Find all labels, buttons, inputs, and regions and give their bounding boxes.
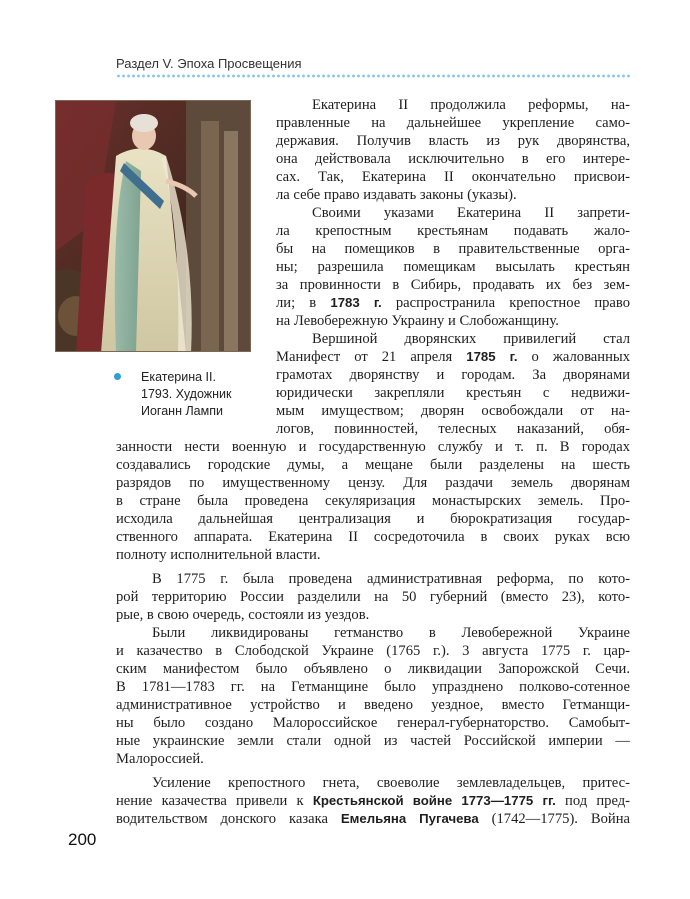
text-line: державия. Получив власть из рук дворянства, xyxy=(276,133,630,149)
text-line: разрядов по имущественному цензу. Для раздачи земель дворянам xyxy=(116,475,630,491)
caption-line: Иоганн Лампи xyxy=(141,404,223,418)
text-line: ла крепостным крестьянам подавать жало- xyxy=(276,223,630,239)
text-line: она действовала исключительно в его интере- xyxy=(276,151,630,167)
section-header: Раздел V. Эпоха Просвещения xyxy=(116,56,302,71)
text-line: Вершиной дворянских привилегий стал xyxy=(312,331,630,347)
text-line: Манифест от 21 апреля 1785 г. о жалованных xyxy=(276,349,630,365)
figure-caption xyxy=(118,369,258,420)
text-line: в стране была проведена секуляризация монастырских земель. Про- xyxy=(116,493,630,509)
text-line: ные украинские земли стали одной из частей Российской империи — xyxy=(116,733,630,749)
text-line: водительством донского казака Емельяна Пугачева (1742—1775). Война xyxy=(116,811,630,827)
text-line: ла себе право издавать законы (указы). xyxy=(276,187,517,203)
text-line: занности нести военную и государственную службу и т. п. В городах xyxy=(116,439,630,455)
text-line: создавались городские думы, а мещане были разделены на шесть xyxy=(116,457,630,473)
text-line: на Левобережную Украину и Слобожанщину. xyxy=(276,313,559,329)
text-line: Были ликвидированы гетманство в Левобережной Украине xyxy=(152,625,630,641)
text-line: ли; в 1783 г. распространила крепостное право xyxy=(276,295,630,311)
text-line: за провинности в Сибирь, продавать их без зем- xyxy=(276,277,630,293)
text-line: ственного аппарата. Екатерина II сосредоточила в своих руках всю xyxy=(116,529,630,545)
text-line: Усиление крепостного гнета, своеволие землевладельцев, притес- xyxy=(152,775,630,791)
text-line: административное устройство и введено уездное, вместо Гетманщи- xyxy=(116,697,630,713)
text-line: юридически закрепляли крестьян с недвижи- xyxy=(276,385,630,401)
text-line: Своими указами Екатерина II запрети- xyxy=(312,205,630,221)
text-line: правленные на дальнейшее укрепление само- xyxy=(276,115,630,131)
text-line: В 1775 г. была проведена административная реформа, по кото- xyxy=(152,571,630,587)
text-line: рой территорию России разделили на 50 губерний (вместо 23), кото- xyxy=(116,589,630,605)
header-dotted-rule xyxy=(116,74,630,78)
text-line: Малороссией. xyxy=(116,751,204,767)
page-number: 200 xyxy=(68,830,97,849)
text-line: грамотах дворянству и городам. За дворянами xyxy=(276,367,630,383)
text-line: ны было создано Малороссийское генерал-губернаторство. Самобыт- xyxy=(116,715,630,731)
text-line: нение казачества привели к Крестьянской войне 1773—1775 гг. под пред- xyxy=(116,793,631,809)
portrait-image xyxy=(55,100,251,352)
caption-line: Екатерина II. xyxy=(141,370,216,384)
text-line: ны; разрешила помещикам высылать крестьян xyxy=(276,259,630,275)
text-line: полноту исполнительной власти. xyxy=(116,547,321,563)
text-line: исходила дальнейшая централизация и бюрократизация государ- xyxy=(116,511,630,527)
text-line: ским манифестом было объявлено о ликвидации Запорожской Сечи. xyxy=(116,661,630,677)
text-line: и казачество в Слободской Украине (1765 г.). 3 августа 1775 г. цар- xyxy=(116,643,630,659)
text-line: сах. Так, Екатерина II окончательно присвои- xyxy=(276,169,630,185)
text-line: рые, в свою очередь, состояли из уездов. xyxy=(116,607,370,623)
text-line: В 1781—1783 гг. на Гетманщине было упразднено полково-сотенное xyxy=(116,679,630,695)
text-line: бы на помещиков в правительственные орга- xyxy=(276,241,630,257)
text-line: логов, повинностей, телесных наказаний, обя- xyxy=(276,421,630,437)
text-line: мым имуществом; дворян освобождали от на- xyxy=(276,403,630,419)
caption-line: 1793. Художник xyxy=(141,387,232,401)
text-line: Екатерина II продолжила реформы, на- xyxy=(312,97,630,113)
